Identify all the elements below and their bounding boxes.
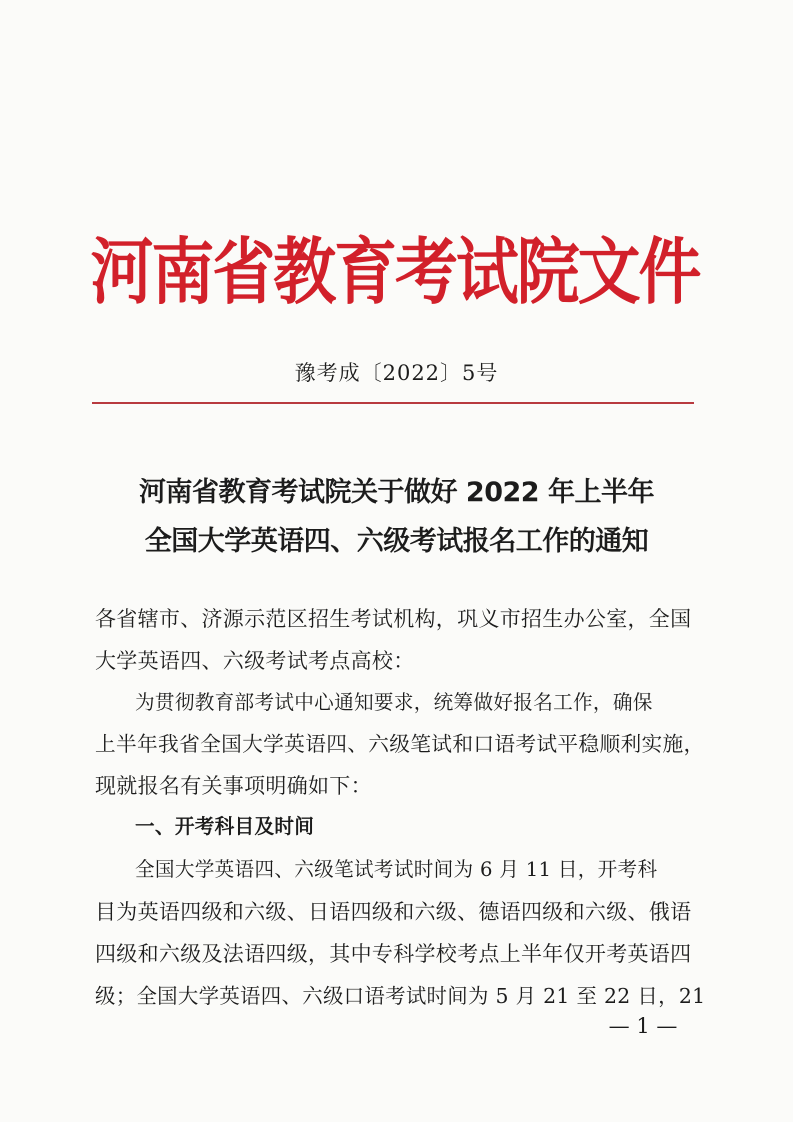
page-number: — 1 — <box>608 1014 678 1038</box>
document-number: 豫考成〔2022〕5号 <box>294 361 499 385</box>
red-divider-rule <box>92 402 694 404</box>
paragraph-1-line-3: 现就报名有关事项明确如下： <box>95 774 372 798</box>
paragraph-2-line-1: 全国大学英语四、六级笔试考试时间为 6 月 11 日，开考科 <box>135 858 658 881</box>
document-masthead: 河南省教育考试院文件 <box>90 230 700 315</box>
paragraph-2-line-3: 四级和六级及法语四级，其中专科学校考点上半年仅开考英语四 <box>95 942 692 966</box>
salutation-line-1: 各省辖市、济源示范区招生考试机构，巩义市招生办公室，全国 <box>95 607 692 631</box>
paragraph-1-line-1: 为贯彻教育部考试中心通知要求，统筹做好报名工作，确保 <box>135 691 653 714</box>
paragraph-1-line-2: 上半年我省全国大学英语四、六级笔试和口语考试平稳顺利实施， <box>95 732 705 756</box>
notice-title-line-2: 全国大学英语四、六级考试报名工作的通知 <box>144 526 649 557</box>
salutation-line-2: 大学英语四、六级考试考点高校： <box>95 649 415 673</box>
section-1-heading: 一、开考科目及时间 <box>135 815 315 838</box>
notice-title-line-1: 河南省教育考试院关于做好 2022 年上半年 <box>139 477 654 508</box>
paragraph-2-line-2: 目为英语四级和六级、日语四级和六级、德语四级和六级、俄语 <box>95 900 692 924</box>
paragraph-2-line-4: 级；全国大学英语四、六级口语考试时间为 5 月 21 至 22 日，21 <box>95 984 706 1008</box>
